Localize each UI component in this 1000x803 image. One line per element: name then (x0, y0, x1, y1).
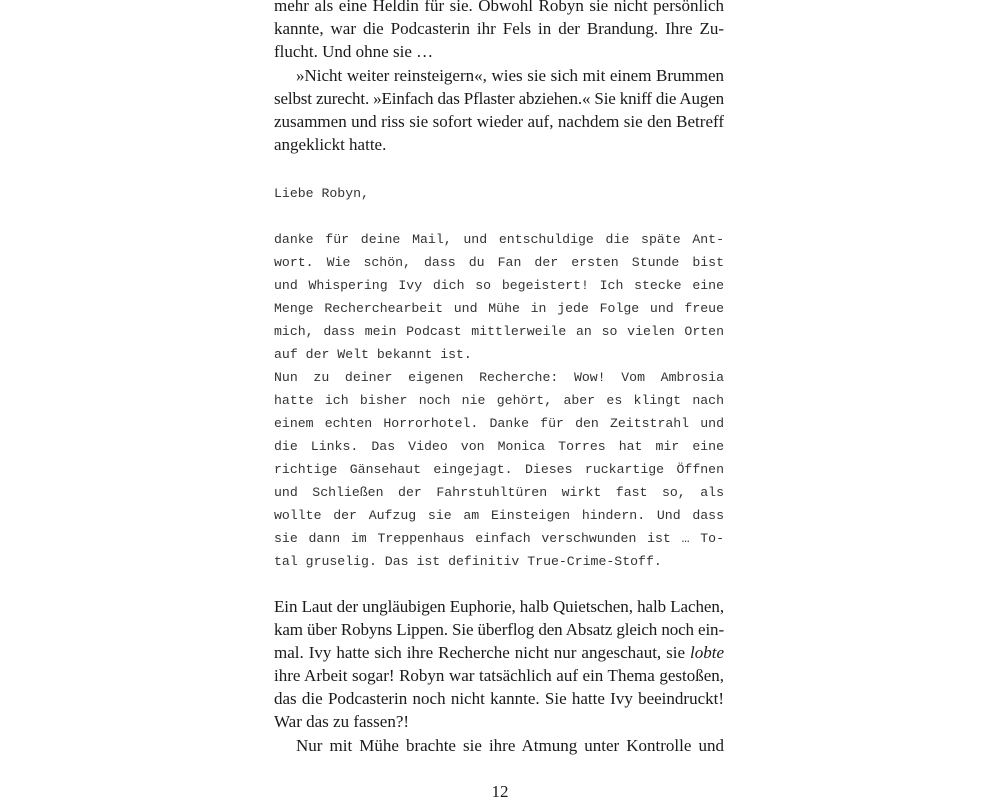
email-paragraph-2 (274, 366, 724, 573)
email-greeting (274, 182, 724, 205)
text-line: kam über Robyns Lippen. Sie überflog den Absatz gleich noch ein- (274, 620, 724, 639)
text-fragment: mal. Ivy hatte sich ihre Recherche nicht nur angeschaut, sie (274, 643, 690, 662)
text-line: zusammen und riss sie sofort wieder auf, nachdem sie den Betreff (274, 112, 724, 131)
email-line: tal gruselig. Das ist definitiv True-Crime-Stoff. (274, 554, 662, 569)
text-line: kannte, war die Podcasterin ihr Fels in der Brandung. Ihre Zu- (274, 19, 724, 38)
email-line: und Schließen der Fahrstuhltüren wirkt fast so, als (274, 485, 724, 500)
text-line: das die Podcasterin noch nicht kannte. Sie hatte Ivy beeindruckt! (274, 689, 724, 708)
email-greeting-line: Liebe Robyn, (274, 186, 369, 201)
text-line: flucht. Und ohne sie … (274, 42, 434, 61)
email-line: danke für deine Mail, und entschuldige die späte Ant- (274, 232, 724, 247)
email-paragraph-1 (274, 228, 724, 366)
text-line: »Nicht weiter reinsteigern«, wies sie sich mit einem Brummen (296, 66, 724, 85)
email-line: hatte ich bisher noch nie gehört, aber es klingt nach (274, 393, 724, 408)
text-line-with-emphasis (274, 641, 724, 664)
email-line: wort. Wie schön, dass du Fan der ersten Stunde bist (274, 255, 724, 270)
paragraph-4 (274, 734, 724, 757)
paragraph-1 (274, 0, 724, 63)
text-line: Ein Laut der ungläubigen Euphorie, halb Quietschen, halb Lachen, (274, 597, 724, 616)
email-line: die Links. Das Video von Monica Torres hat mir eine (274, 439, 724, 454)
text-line: mehr als eine Heldin für sie. Obwohl Robyn sie nicht persönlich (274, 0, 724, 15)
text-line: ihre Arbeit sogar! Robyn war tatsächlich auf ein Thema gestoßen, (274, 666, 724, 685)
email-line: richtige Gänsehaut eingejagt. Dieses ruckartige Öffnen (274, 462, 724, 477)
email-line: und Whispering Ivy dich so begeistert! Ich stecke eine (274, 278, 724, 293)
email-line: einem echten Horrorhotel. Danke für den Zeitstrahl und (274, 416, 724, 431)
paragraph-3 (274, 595, 724, 733)
email-line: auf der Welt bekannt ist. (274, 347, 472, 362)
text-line: War das zu fassen?! (274, 712, 410, 731)
page-number: 12 (491, 782, 509, 801)
paragraph-2 (274, 64, 724, 156)
email-line: Menge Recherchearbeit und Mühe in jede Folge und freue (274, 301, 724, 316)
text-line: selbst zurecht. »Einfach das Pflaster abziehen.« Sie kniff die Augen (274, 89, 724, 108)
email-line: mich, dass mein Podcast mittlerweile an so vielen Orten (274, 324, 724, 339)
email-line: wollte der Aufzug sie am Einsteigen hindern. Und dass (274, 508, 724, 523)
text-line: Nur mit Mühe brachte sie ihre Atmung unter Kontrolle und (296, 736, 724, 755)
email-line: sie dann im Treppenhaus einfach verschwunden ist … To- (274, 531, 724, 546)
emphasized-word: lobte (690, 643, 724, 662)
email-line: Nun zu deiner eigenen Recherche: Wow! Vom Ambrosia (274, 370, 724, 385)
text-line: angeklickt hatte. (274, 135, 387, 154)
